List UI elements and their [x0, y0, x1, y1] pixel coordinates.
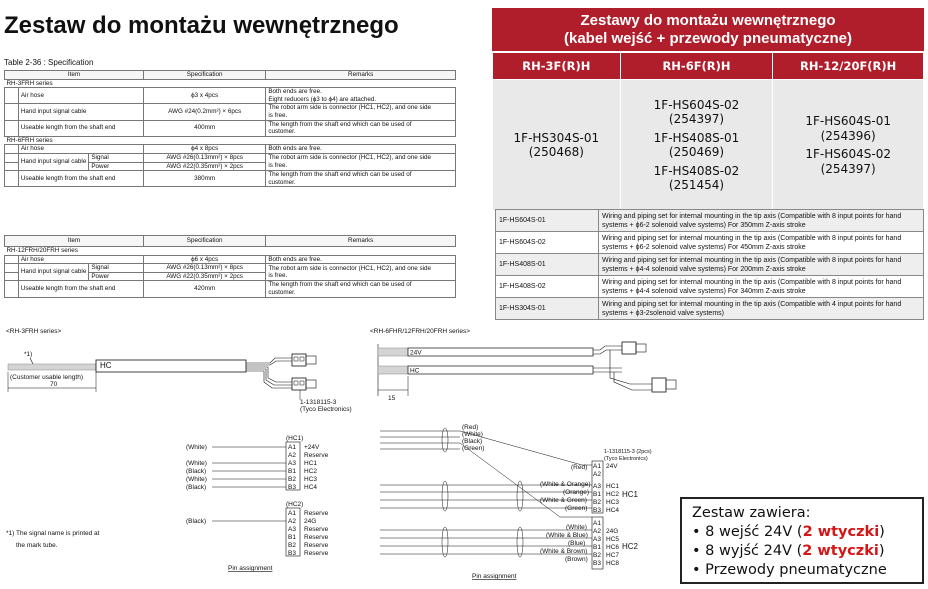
wire-color: (Red): [462, 424, 479, 431]
row-useable: Useable length from the shaft end: [18, 120, 143, 136]
col-item: Item: [5, 71, 144, 80]
text: ): [879, 524, 885, 540]
hc1-label: (HC1): [286, 435, 304, 442]
pin: A1: [288, 510, 296, 517]
pin: A3: [593, 483, 601, 490]
cell: [266, 153, 456, 170]
text: ): [878, 543, 885, 559]
hc-cable: [96, 360, 246, 372]
text: (250469): [668, 145, 725, 159]
note-marker: *1): [24, 351, 33, 358]
spec-table-1: [4, 70, 456, 187]
kit-item: • 8 wejść 24V (2 wtyczki): [692, 524, 885, 540]
hc1-wire-colors: [186, 444, 207, 491]
pin: B1: [288, 534, 296, 541]
signal: Reserve: [304, 526, 329, 533]
kit-contents-box: [680, 497, 924, 584]
pin: A1: [288, 444, 296, 451]
c1-pins: [593, 463, 601, 514]
text: Wiring and piping set for internal mounting in the tip axis (Compatible with 8 input points for hand systems + ϕ4-4 solenoid valve systems) For 200mm Z-axis stroke: [599, 254, 924, 276]
dim-15: 15: [388, 395, 396, 402]
page-title: Zestaw do montażu wewnętrznego: [4, 12, 399, 39]
signal: HC4: [304, 484, 318, 491]
text: Both ends are free.: [268, 88, 322, 96]
left-series-label: <RH-3FRH series>: [6, 328, 62, 335]
pin: B3: [593, 560, 601, 567]
cell: AWG #22(0.35mm²) × 2pcs: [143, 272, 265, 281]
cable-24v: [408, 348, 593, 356]
signal: HC2: [304, 468, 318, 475]
right-series-label: <RH-6FHR/12FRH/20FRH series>: [370, 328, 471, 335]
text: customer.: [268, 288, 296, 296]
text: The length from the shaft end which can be used of: [268, 171, 412, 179]
cell: [266, 171, 456, 187]
kits-table: [492, 52, 924, 211]
kit-desc-row: [496, 210, 924, 232]
text: The robot arm side is connector (HC1, HC2), and one side: [268, 154, 432, 162]
wire-color: (White): [566, 524, 587, 531]
pin: B3: [593, 507, 601, 514]
text: customer.: [268, 178, 296, 186]
wire-color: (Black): [186, 468, 207, 475]
wire-color: (Black): [186, 518, 207, 525]
col-rh12: RH-12/20F(R)H: [773, 53, 924, 80]
pin-assignment-right: Pin assignment: [472, 573, 517, 580]
cell-rh12: [773, 80, 924, 211]
text: 1F-HS604S-01: [496, 210, 599, 232]
pin: A2: [288, 452, 296, 459]
kits-banner: [492, 8, 924, 51]
col-remarks: Remarks: [266, 236, 456, 247]
series-3frh: RH-3FRH series: [5, 79, 456, 88]
wire-color: (White): [186, 476, 207, 483]
text: The robot arm side is connector (HC1, HC2), and one side: [268, 264, 432, 272]
text: customer.: [268, 128, 296, 136]
text: 1F-HS304S-01: [496, 298, 599, 320]
cell: AWG #22(0.35mm²) × 2pcs: [143, 162, 265, 171]
wire-color: (Black): [186, 484, 207, 491]
signal: Reserve: [304, 534, 329, 541]
row-air-hose: Air hose: [18, 255, 143, 264]
row-useable: Useable length from the shaft end: [18, 281, 143, 297]
pin: B2: [593, 552, 601, 559]
signal: HC7: [606, 552, 620, 559]
series-12frh: RH-12FRH/20FRH series: [5, 247, 456, 256]
text: The robot arm side is connector (HC1, HC2), and one side: [268, 104, 432, 112]
signal: HC3: [606, 499, 620, 506]
pin: A2: [593, 528, 601, 535]
wire-color: (Green): [462, 445, 485, 452]
wire-color: (White & Blue): [546, 532, 588, 539]
pin: A3: [593, 536, 601, 543]
hc2-label: (HC2): [286, 501, 304, 508]
kit-desc-row: [496, 232, 924, 254]
wire-color: (Orange): [563, 489, 590, 496]
pin: A3: [288, 460, 296, 467]
text: 8 wyjść 24V (: [705, 543, 803, 559]
pin: B3: [288, 484, 296, 491]
spec-table-2: [4, 235, 456, 298]
banner-line-1: Zestawy do montażu wewnętrznego: [580, 12, 836, 29]
pin: B2: [288, 476, 296, 483]
hc1-signals: [304, 444, 329, 491]
signal: HC1: [606, 483, 620, 490]
cell-rh3: [493, 80, 621, 211]
hc-label: HC: [100, 361, 112, 370]
cell: 420mm: [143, 281, 265, 297]
pin: B2: [288, 542, 296, 549]
text: Eight reducers (ϕ3 to ϕ4) are attached.: [268, 95, 377, 103]
pin: A1: [593, 463, 601, 470]
pin-assignment-left: Pin assignment: [228, 565, 273, 572]
row-hand-cable: Hand input signal cable: [18, 104, 143, 120]
kit-desc-row: [496, 276, 924, 298]
signal: 24G: [606, 528, 619, 535]
cell: 380mm: [143, 171, 265, 187]
cell: Signal: [89, 153, 144, 162]
cell: Power: [89, 272, 144, 281]
table-caption: Table 2-36 : Specification: [4, 58, 94, 67]
text: The length from the shaft end which can be used of: [268, 281, 412, 289]
wire-color: (White & Brown): [540, 548, 588, 555]
col-item: Item: [5, 236, 144, 247]
text: 2 wtyczki: [802, 543, 879, 559]
kit-desc-table: [495, 209, 924, 320]
series-6frh: RH-6FRH series: [5, 136, 456, 145]
text: Przewody pneumatyczne: [705, 562, 887, 578]
cell: Signal: [89, 264, 144, 273]
hc2-pins: [288, 510, 296, 557]
footnote-line-1: *1) The signal name is printed at: [6, 530, 100, 537]
pin: B3: [288, 550, 296, 557]
col-rh3: RH-3F(R)H: [493, 53, 621, 80]
text: (250468): [528, 145, 584, 159]
kit-desc-row: [496, 254, 924, 276]
pin: B1: [288, 468, 296, 475]
col-spec: Specification: [143, 71, 265, 80]
signal: HC2: [606, 491, 620, 498]
text: is free.: [268, 111, 288, 119]
text: (254397): [820, 161, 876, 176]
cell: ϕ4 x 8pcs: [143, 145, 265, 154]
col-spec: Specification: [143, 236, 265, 247]
kit-item: • 8 wyjść 24V (2 wtyczki): [692, 543, 885, 559]
wire-color: (White): [462, 431, 483, 438]
text: (251454): [668, 178, 725, 192]
wire-color: (Green): [565, 505, 588, 512]
cell: AWG #26(0.13mm²) × 8pcs: [143, 153, 265, 162]
label-hc: HC: [410, 367, 420, 375]
signal: HC6: [606, 544, 620, 551]
cell: [266, 88, 456, 104]
wire-color: (White & Orange): [540, 481, 591, 488]
banner-line-2: (kabel wejść + przewody pneumatyczne): [563, 30, 852, 47]
connector-maker: (Tyco Electronics): [300, 406, 352, 413]
text: Wiring and piping set for internal mounting in the tip axis (Compatible with 8 input points for hand systems + ϕ6-2 solenoid valve systems) For 450mm Z-axis stroke: [599, 232, 924, 254]
text: 1F-HS604S-02: [653, 97, 740, 112]
signal: +24V: [304, 444, 320, 451]
text: Wiring and piping set for internal mounting in the tip axis (Compatible with 8 input points for hand systems + ϕ6-2 solenoid valve systems) For 350mm Z-axis stroke: [599, 210, 924, 232]
wire-color: (Black): [462, 438, 483, 445]
text: 1F-HS408S-02: [496, 276, 599, 298]
kit-item: • Przewody pneumatyczne: [692, 562, 887, 578]
signal: Reserve: [304, 550, 329, 557]
row-useable: Useable length from the shaft end: [18, 171, 143, 187]
cell: ϕ3 x 4pcs: [143, 88, 265, 104]
cell: AWG #24(0.2mm²) × 6pcs: [143, 104, 265, 120]
connector-maker-right: (Tyco Electronics): [604, 456, 648, 462]
wire-color: (Blue): [568, 540, 586, 547]
text: Wiring and piping set for internal mounting in the tip axis (Compatible with 4 input points for hand systems + ϕ3-2solenoid valve systems): [599, 298, 924, 320]
signal: 24G: [304, 518, 317, 525]
signal: HC3: [304, 476, 318, 483]
c2-pins: [593, 520, 601, 567]
cell: [266, 264, 456, 281]
text: Wiring and piping set for internal mounting in the tip axis (Compatible with 8 input points for hand systems + ϕ4-4 solenoid valve systems) For 340mm Z-axis stroke: [599, 276, 924, 298]
pin: B1: [593, 491, 601, 498]
signal: HC8: [606, 560, 620, 567]
text: 1F-HS304S-01: [513, 130, 600, 145]
signal: HC5: [606, 536, 620, 543]
footnote-line-2: the mark tube.: [16, 542, 58, 549]
pin: B1: [593, 544, 601, 551]
cell: ϕ6 x 4pcs: [143, 255, 265, 264]
signal: 24V: [606, 463, 618, 470]
group-hc2: HC2: [622, 542, 639, 551]
signal: HC4: [606, 507, 620, 514]
cell: [266, 281, 456, 297]
cell: Both ends are free.: [266, 145, 456, 154]
text: 1F-HS604S-02: [496, 232, 599, 254]
col-remarks: Remarks: [266, 71, 456, 80]
row-air-hose: Air hose: [18, 145, 143, 154]
pin: A2: [593, 471, 601, 478]
text: (254397): [668, 112, 725, 126]
c1-signals: [606, 463, 619, 514]
wire-color: (Brown): [565, 556, 588, 563]
c1-wire-colors: [540, 464, 591, 512]
top-wire-colors: [462, 424, 484, 452]
kit-desc-row: [496, 298, 924, 320]
pin: B2: [593, 499, 601, 506]
text: 1F-HS408S-01: [496, 254, 599, 276]
group-hc1: HC1: [622, 490, 639, 499]
text: 1F-HS604S-02: [805, 147, 891, 161]
text: 1F-HS408S-01: [653, 130, 740, 145]
wire-color: (Red): [571, 464, 588, 471]
text: 1F-HS408S-02: [653, 163, 740, 178]
length-value: 70: [50, 381, 58, 388]
text: (254396): [820, 128, 876, 143]
cell: [266, 104, 456, 120]
col-rh6: RH-6F(R)H: [620, 53, 773, 80]
text: is free.: [268, 272, 288, 280]
text: 2 wtyczki: [802, 524, 880, 540]
text: 8 wejść 24V (: [705, 524, 803, 540]
text: 1F-HS604S-01: [805, 114, 891, 128]
pin: A2: [288, 518, 296, 525]
signal: Reserve: [304, 452, 329, 459]
kit-box-title: Zestaw zawiera:: [692, 505, 811, 521]
wire-color: (White & Green): [540, 497, 587, 504]
hc1-pins: [288, 444, 296, 491]
hc2-signals: [304, 510, 329, 557]
cell: Both ends are free.: [266, 255, 456, 264]
row-hand-cable: Hand input signal cable: [18, 264, 88, 281]
cell: 400mm: [143, 120, 265, 136]
usable-length-label: (Customer usable length): [10, 374, 83, 381]
text: is free.: [268, 162, 288, 170]
pin: A1: [593, 520, 601, 527]
c2-signals: [606, 528, 619, 567]
pin: A3: [288, 526, 296, 533]
cell: Power: [89, 162, 144, 171]
cell-rh6: [620, 80, 773, 211]
cell: AWG #26(0.13mm²) × 8pcs: [143, 264, 265, 273]
connector-part-right: 1-1318115-3 (2pcs): [604, 449, 652, 455]
cell: [266, 120, 456, 136]
wire-color: (White): [186, 460, 207, 467]
cable-hc: [408, 366, 593, 374]
wire-color: (White): [186, 444, 207, 451]
connector-part: 1-1318115-3: [300, 399, 337, 406]
row-air-hose: Air hose: [18, 88, 143, 104]
signal: Reserve: [304, 510, 329, 517]
signal: Reserve: [304, 542, 329, 549]
row-hand-cable: Hand input signal cable: [18, 153, 88, 170]
text: The length from the shaft end which can be used of: [268, 120, 412, 128]
label-24v: 24V: [410, 349, 422, 357]
signal: HC1: [304, 460, 318, 467]
